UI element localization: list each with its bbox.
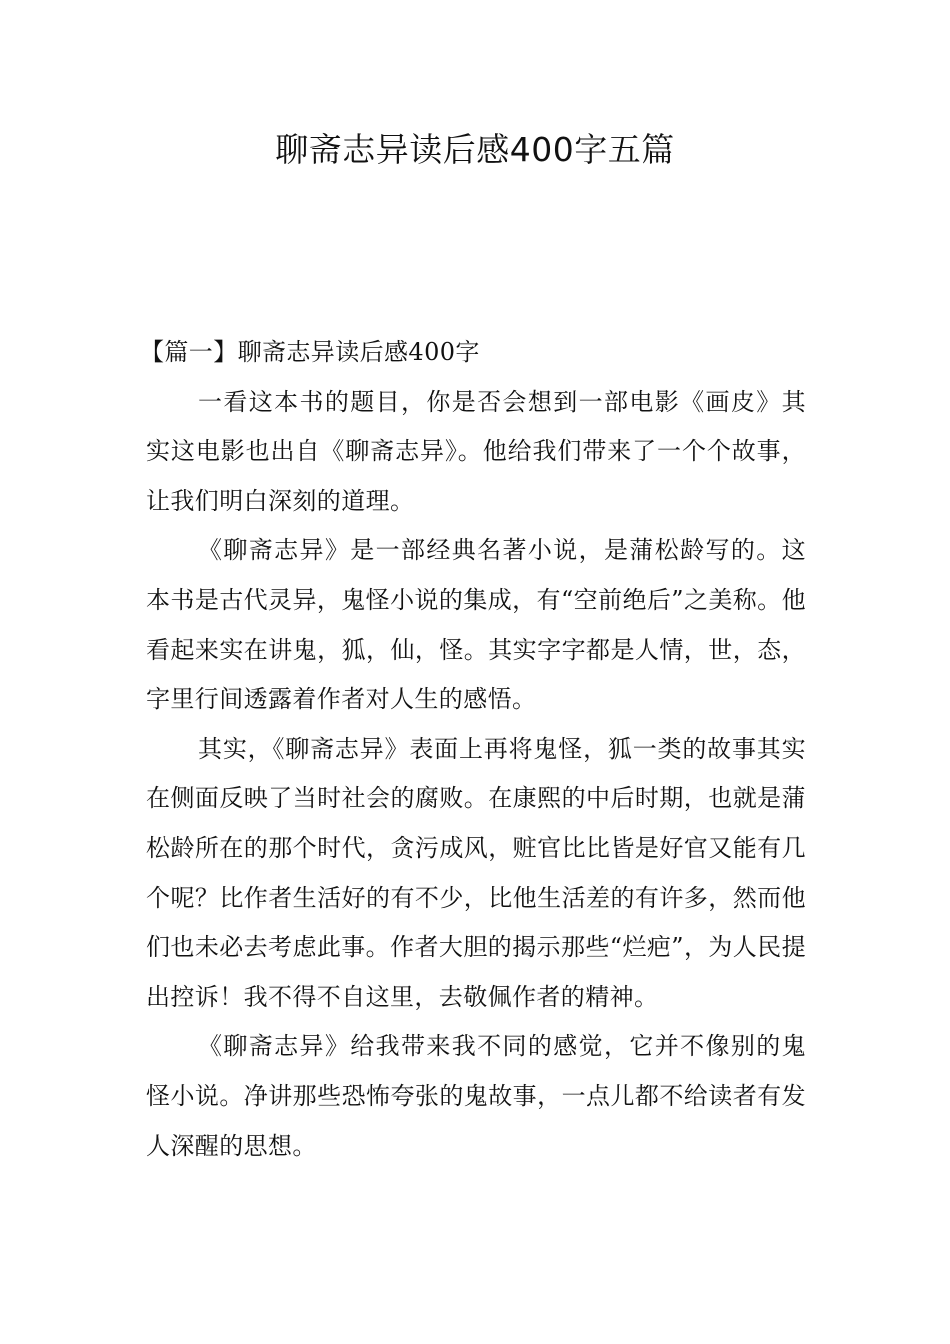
paragraph-3: 其实，《聊斋志异》表面上再将鬼怪，狐一类的故事其实在侧面反映了当时社会的腐败。在康熙的中后时期，也就是蒲松龄所在的那个时代，贪污成风，赃官比比皆是好官又能有几个呢？比作者生活好的有不少，比他生活差的有许多，然而他们也未必去考虑此事。作者大胆的揭示那些“烂疤”，为人民提出控诉！我不得不自这里，去敬佩作者的精神。: [146, 734, 806, 1011]
paragraph-2: 《聊斋志异》是一部经典名著小说，是蒲松龄写的。这本书是古代灵异，鬼怪小说的集成，有“空前绝后”之美称。他看起来实在讲鬼，狐，仙，怪。其实字字都是人情，世，态，字里行间透露着作者对人生的感悟。: [146, 536, 806, 714]
paragraph-4: 《聊斋志异》给我带来我不同的感觉，它并不像别的鬼怪小说。净讲那些恐怖夸张的鬼故事，一点儿都不给读者有发人深醒的思想。: [146, 1032, 806, 1160]
paragraph-1: 一看这本书的题目，你是否会想到一部电影《画皮》其实这电影也出自《聊斋志异》。他给我们带来了一个个故事，让我们明白深刻的道理。: [146, 387, 806, 515]
section-heading: 【篇一】聊斋志异读后感400字: [140, 338, 480, 366]
document-body: [140, 328, 806, 1171]
document-title: 聊斋志异读后感400字五篇: [275, 130, 675, 169]
